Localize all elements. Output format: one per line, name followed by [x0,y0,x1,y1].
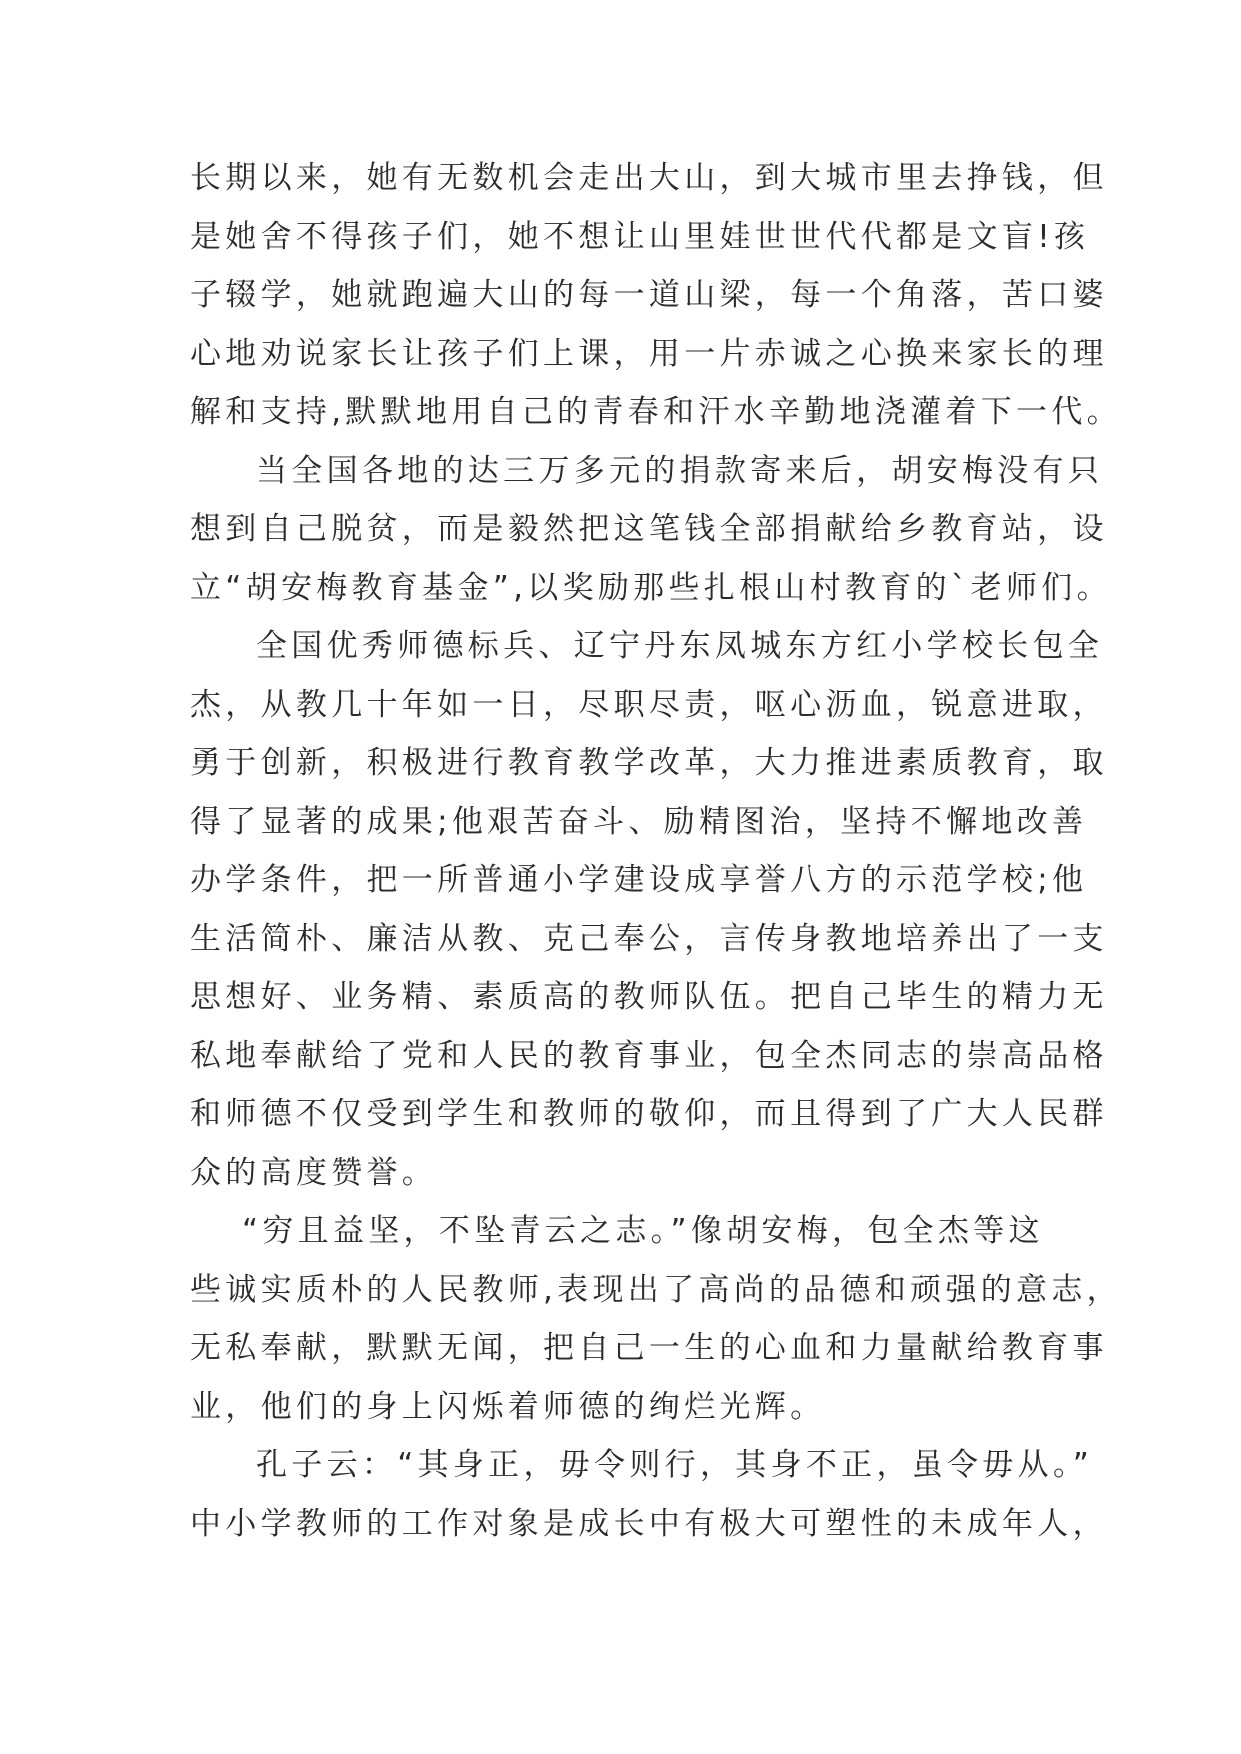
text-line: 私地奉献给了党和人民的教育事业，包全杰同志的崇高品格 [190,1037,1108,1074]
text-line: 是她舍不得孩子们，她不想让山里娃世世代代都是文盲!孩 [190,218,1090,255]
text-line: 众的高度赞誉。 [190,1154,438,1191]
text-line: 办学条件，把一所普通小学建设成享誉八方的示范学校;他 [190,862,1088,898]
paragraph-start-line: “穷且益坚，不坠青云之志。”像胡安梅，包全杰等这 [242,1213,1044,1249]
text-line: 杰，从教几十年如一日，尽职尽责，呕心沥血，锐意进取， [190,686,1108,723]
paragraph-start-line: 孔子云：“其身正，毋令则行，其身不正，虽令毋从。” [256,1447,1094,1483]
text-line: 勇于创新，积极进行教育教学改革，大力推进素质教育，取 [190,745,1108,781]
text-line: 心地劝说家长让孩子们上课，用一片赤诚之心换来家长的理 [190,335,1108,372]
text-line: 思想好、业务精、素质高的教师队伍。把自己毕生的精力无 [190,979,1108,1015]
text-line: 生活简朴、廉洁从教、克己奉公，言传身教地培养出了一支 [190,920,1108,957]
text-line: 和师德不仅受到学生和教师的敬仰，而且得到了广大人民群 [190,1096,1108,1132]
text-line: 想到自己脱贫，而是毅然把这笔钱全部捐献给乡教育站，设 [190,511,1108,547]
text-line: 立“胡安梅教育基金”,以奖励那些扎根山村教育的`老师们。 [190,569,1112,606]
text-line: 些诚实质朴的人民教师,表现出了高尚的品德和顽强的意志， [190,1271,1122,1308]
text-line: 无私奉献，默默无闻，把自己一生的心血和力量献给教育事 [190,1330,1108,1366]
text-line: 长期以来，她有无数机会走出大山，到大城市里去挣钱，但 [190,160,1108,196]
body-text [190,158,1122,1562]
text-line: 中小学教师的工作对象是成长中有极大可塑性的未成年人， [190,1505,1108,1542]
text-line: 得了显著的成果;他艰苦奋斗、励精图治，坚持不懈地改善 [190,803,1088,840]
paragraph-start-line: 全国优秀师德标兵、辽宁丹东凤城东方红小学校长包全 [256,628,1104,664]
text-line: 业，他们的身上闪烁着师德的绚烂光辉。 [190,1388,826,1425]
text-line: 子辍学，她就跑遍大山的每一道山梁，每一个角落，苦口婆 [190,277,1108,313]
text-line: 解和支持,默默地用自己的青春和汗水辛勤地浇灌着下一代。 [190,394,1122,430]
paragraph-start-line: 当全国各地的达三万多元的捐款寄来后，胡安梅没有只 [256,452,1104,489]
